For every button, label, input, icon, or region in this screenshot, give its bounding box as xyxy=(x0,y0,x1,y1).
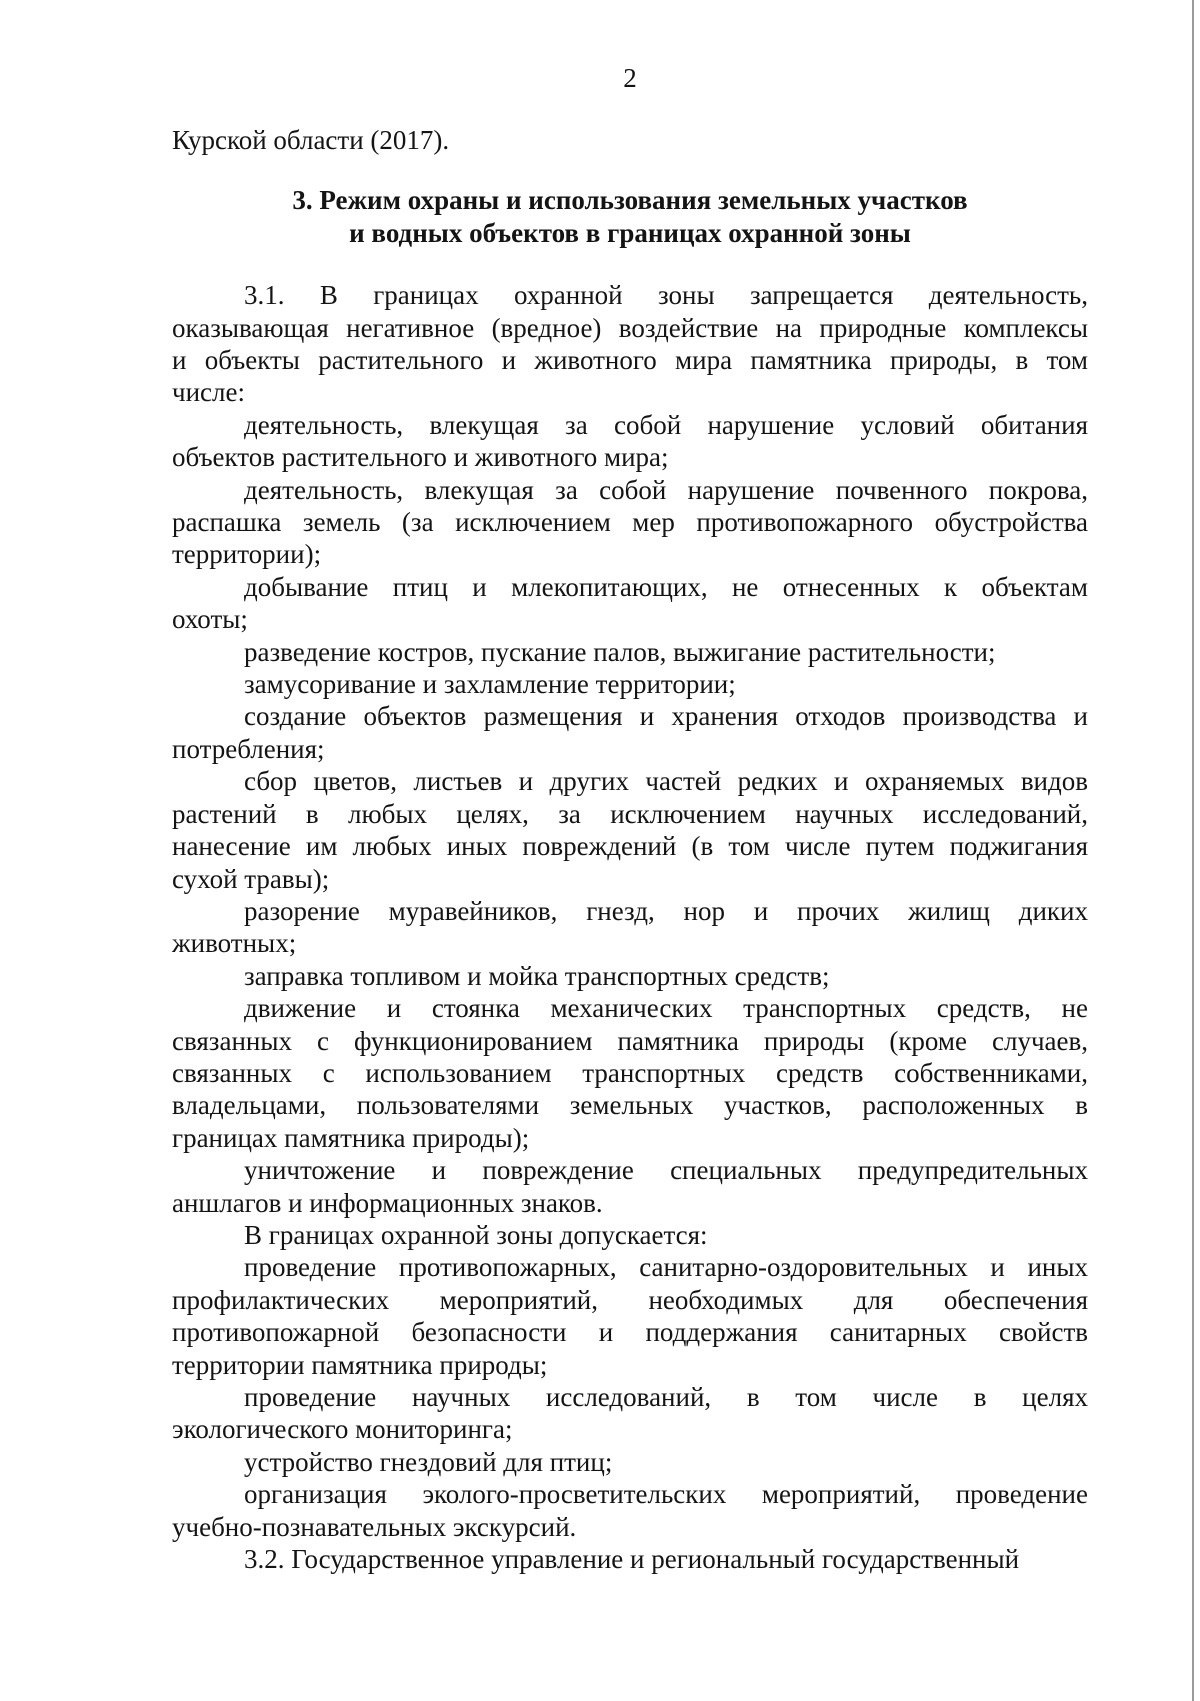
section-heading xyxy=(172,184,1088,249)
paragraph-line: замусоривание и захламление территории; xyxy=(244,669,736,700)
paragraph-line: устройство гнездовий для птиц; xyxy=(244,1446,613,1477)
paragraph-line: противопожарной безопасности и поддержания санитарных свойств xyxy=(172,1317,1088,1348)
paragraph-line: заправка топливом и мойка транспортных средств; xyxy=(244,960,830,991)
paragraph xyxy=(172,1478,1088,1543)
paragraph xyxy=(172,571,1088,636)
continuation-text: Курской области (2017). xyxy=(172,125,450,155)
paragraph-line: связанных с функционированием памятника природы (кроме случаев, xyxy=(172,1025,1088,1056)
paragraph-line: и объекты растительного и животного мира памятника природы, в том xyxy=(172,345,1088,376)
page-number: 2 xyxy=(623,63,637,93)
paragraph-line: аншлагов и информационных знаков. xyxy=(172,1187,603,1218)
paragraph-line: территории); xyxy=(172,539,322,570)
paragraph-line: В границах охранной зоны допускается: xyxy=(244,1219,708,1250)
paragraph-line: связанных с использованием транспортных средств собственниками, xyxy=(172,1057,1088,1088)
paragraph-line: владельцами, пользователями земельных участков, расположенных в xyxy=(172,1090,1088,1121)
body-text xyxy=(172,279,1088,1575)
paragraph-line: охоты; xyxy=(172,604,248,635)
paragraph-line: оказывающая негативное (вредное) воздействие на природные комплексы xyxy=(172,312,1088,343)
paragraph xyxy=(172,1381,1088,1446)
paragraph-line: учебно-познавательных экскурсий. xyxy=(172,1511,577,1542)
paragraph-line: уничтожение и повреждение специальных предупредительных xyxy=(244,1155,1088,1186)
paragraph-line: территории памятника природы; xyxy=(172,1349,548,1380)
paragraph-line: проведение научных исследований, в том числе в целях xyxy=(244,1382,1088,1413)
paragraph-line: 3.2. Государственное управление и региональный государственный xyxy=(244,1544,1020,1575)
section-heading-line-2: и водных объектов в границах охранной зоны xyxy=(349,217,911,248)
scan-edge xyxy=(1192,0,1194,1701)
paragraph xyxy=(172,668,1088,700)
paragraph-line: деятельность, влекущая за собой нарушение почвенного покрова, xyxy=(244,474,1088,505)
paragraph xyxy=(172,1154,1088,1219)
paragraph-line: растений в любых целях, за исключением научных исследований, xyxy=(172,798,1088,829)
paragraph xyxy=(172,279,1088,409)
paragraph-line: объектов растительного и животного мира; xyxy=(172,442,669,473)
paragraph-line: числе: xyxy=(172,377,245,408)
paragraph xyxy=(172,636,1088,668)
paragraph-line: 3.1. В границах охранной зоны запрещается деятельность, xyxy=(244,280,1088,311)
paragraph-line: движение и стоянка механических транспортных средств, не xyxy=(244,993,1088,1024)
paragraph xyxy=(172,895,1088,960)
paragraph-line: границах памятника природы); xyxy=(172,1122,530,1153)
paragraph-line: экологического мониторинга; xyxy=(172,1414,513,1445)
paragraph-line: распашка земель (за исключением мер противопожарного обустройства xyxy=(172,507,1088,538)
paragraph-line: проведение противопожарных, санитарно-оздоровительных и иных xyxy=(244,1252,1088,1283)
paragraph-line: разорение муравейников, гнезд, нор и прочих жилищ диких xyxy=(244,895,1088,926)
paragraph-line: профилактических мероприятий, необходимых для обеспечения xyxy=(172,1284,1088,1315)
paragraph-line: деятельность, влекущая за собой нарушение условий обитания xyxy=(244,409,1088,440)
paragraph-line: добывание птиц и млекопитающих, не отнесенных к объектам xyxy=(244,571,1088,602)
paragraph xyxy=(172,474,1088,571)
paragraph xyxy=(172,1543,1088,1575)
paragraph-line: разведение костров, пускание палов, выжигание растительности; xyxy=(244,636,996,667)
paragraph xyxy=(172,1219,1088,1251)
paragraph xyxy=(172,1446,1088,1478)
paragraph xyxy=(172,960,1088,992)
paragraph xyxy=(172,765,1088,895)
paragraph xyxy=(172,700,1088,765)
paragraph-line: создание объектов размещения и хранения отходов производства и xyxy=(244,701,1088,732)
paragraph-line: организация эколого-просветительских мероприятий, проведение xyxy=(244,1479,1088,1510)
paragraph-line: потребления; xyxy=(172,733,325,764)
document-page xyxy=(172,62,1088,1575)
paragraph xyxy=(172,992,1088,1154)
paragraph xyxy=(172,1251,1088,1381)
paragraph-line: животных; xyxy=(172,928,297,959)
paragraph-line: сухой травы); xyxy=(172,863,330,894)
paragraph xyxy=(172,409,1088,474)
paragraph-line: нанесение им любых иных повреждений (в том числе путем поджигания xyxy=(172,831,1088,862)
paragraph-line: сбор цветов, листьев и других частей редких и охраняемых видов xyxy=(244,766,1088,797)
section-heading-line-1: 3. Режим охраны и использования земельных участков xyxy=(292,185,968,216)
